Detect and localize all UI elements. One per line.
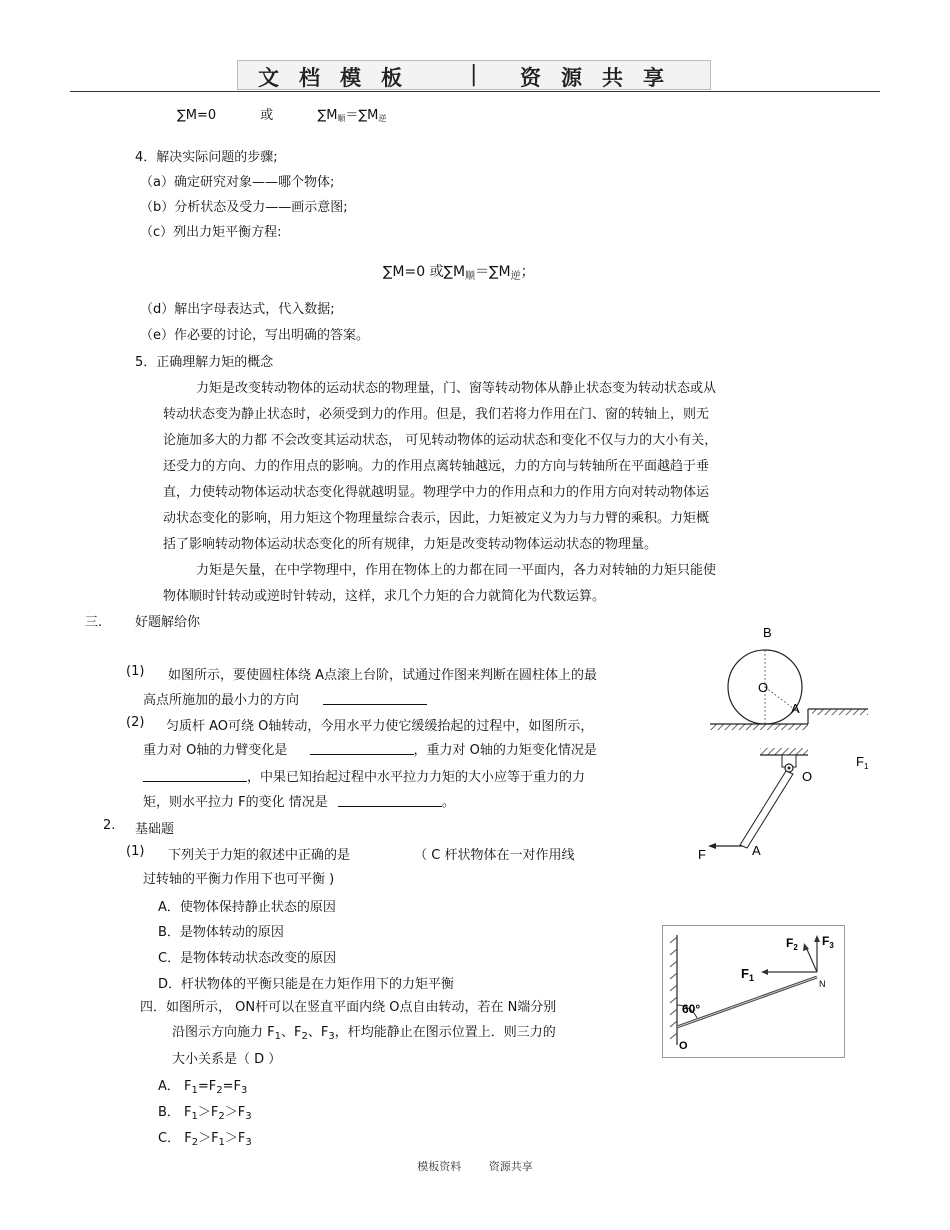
basic-q1-line2: 过转轴的平衡力作用下也可平衡 ) (143, 872, 335, 887)
header-right-title: 资源共享 (520, 65, 684, 90)
basic-option: D．杆状物体的平衡只能是在力矩作用下的力矩平衡 (158, 977, 455, 992)
q2-line3-text: ，中果已知抬起过程中水平拉力力矩的大小应等于重力的力 (247, 770, 586, 785)
q4-optA-b: =F (197, 1079, 217, 1094)
section4-step-c: （c）列出力矩平衡方程: (140, 225, 282, 240)
q1-line2 (143, 689, 427, 708)
section5-p1-line: 直，力使转动物体运动状态变化得就越明显。物理学中力的作用点和力的作用方向对转动物体运 (163, 485, 710, 500)
q1-line2-text: 高点所施加的最小力的方向 (143, 693, 300, 708)
basic-number: 2. (103, 818, 116, 833)
q2-line3 (143, 766, 585, 785)
q4-sub1: 1 (274, 1031, 281, 1042)
q2-blank-2 (143, 769, 247, 782)
section5-p1-line: 论施加多大的力都 不会改变其运动状态， 可见转动物体的运动状态和变化不仅与力的大小有关， (163, 433, 718, 448)
basic-title: 基础题 (135, 822, 175, 837)
ground-low-hatch (710, 724, 808, 730)
figure-cylinder-step (700, 620, 875, 740)
header-separator: | (470, 62, 478, 87)
q4-optC-c: ＞F (224, 1131, 246, 1146)
q2-number: (2) (126, 715, 145, 730)
figure-ON-rod (662, 925, 845, 1058)
q2-line2-a: 重力对 O轴的力臂变化是 (143, 743, 288, 758)
q4-optA-s1: 1 (191, 1085, 198, 1096)
footer-left: 模板资料 (417, 1160, 462, 1173)
section4-formula-end: ； (520, 264, 535, 280)
header-left-title: 文档模板 (258, 65, 422, 90)
q4-line3: 大小关系是（ D ） (172, 1052, 282, 1067)
section5-p1-line: 力矩是改变转动物体的运动状态的物理量，门、窗等转动物体从静止状态变为转动状态或从 (196, 381, 717, 396)
formula-top-b: ∑M (317, 108, 338, 123)
q2-line4-b: 。 (441, 795, 455, 810)
footer-right: 资源共享 (488, 1160, 533, 1173)
section4-title: 4．解决实际问题的步骤; (135, 150, 278, 165)
formula-top-a: ∑M=0 (177, 108, 217, 123)
q4-optB-s3: 3 (245, 1111, 252, 1122)
q4-line2 (172, 1021, 556, 1042)
label-F3-fig3: $F_3$ (822, 934, 834, 950)
force-F-arrowhead (708, 843, 716, 849)
label-A2: A (752, 843, 761, 858)
q4-option-a (158, 1075, 247, 1096)
q4-optC-a: C． F (158, 1131, 192, 1146)
formula-top-or: 或 (260, 108, 274, 123)
basic-q1-line1a: 下列关于力矩的叙述中正确的是 (168, 848, 351, 863)
q4-sub2: 2 (301, 1031, 308, 1042)
q4-optA-c: =F (222, 1079, 242, 1094)
figure-rod-pivot (690, 740, 880, 865)
label-F2-fig3: $F_2$ (786, 936, 798, 952)
ceiling-hatch (760, 748, 808, 755)
q4-line2a: 沿图示方向施力 F (172, 1025, 275, 1040)
basic-option: B．是物体转动的原因 (158, 925, 284, 940)
q4-sub3: 3 (328, 1031, 335, 1042)
section5-p1-line: 转动状态变为静止状态时，必须受到力的作用。但是，我们若将力作用在门、窗的转轴上，则无 (163, 407, 710, 422)
q4-optA-s3: 3 (241, 1085, 248, 1096)
q2-line2-b: ，重力对 O轴的力矩变化情况是 (413, 743, 597, 758)
section4-step-d: （d）解出字母表达式，代入数据; (140, 302, 335, 317)
formula-top (177, 104, 386, 124)
q2-line1: 匀质杆 AO可绕 O轴转动，今用水平力使它缓缓抬起的过程中，如图所示， (166, 719, 594, 734)
label-O2: O (802, 769, 813, 784)
q4-optA-s2: 2 (216, 1085, 223, 1096)
q2-line4-a: 矩，则水平拉力 F的变化 情况是 (143, 795, 328, 810)
section4-formula-sub1: 顺 (465, 271, 476, 282)
section4-formula (383, 261, 535, 282)
q2-blank-3 (338, 794, 442, 807)
q2-line2 (143, 739, 601, 758)
basic-q1-number: (1) (126, 844, 145, 859)
basic-q1-line1 (168, 844, 575, 863)
section4-step-b: （b）分析状态及受力——画示意图; (140, 200, 348, 215)
rod-AO (740, 771, 793, 848)
label-F: F (698, 847, 706, 862)
q4-optB-s1: 1 (191, 1111, 198, 1122)
label-B: B (763, 625, 772, 640)
section4-step-e: （e）作必要的讨论，写出明确的答案。 (140, 328, 369, 343)
section5-title: 5．正确理解力矩的概念 (135, 355, 274, 370)
q4-optB-s2: 2 (218, 1111, 225, 1122)
q4-optC-s2: 1 (218, 1137, 225, 1148)
label-N: N (819, 979, 826, 989)
q4-optC-s3: 3 (245, 1137, 252, 1148)
section5-p2-line: 物体顺时针转动或逆时针转动，这样，求几个力矩的合力就简化为代数运算。 (163, 589, 606, 604)
section5-p1-line: 还受力的方向、力的作用点的影响。力的作用点离转轴越远，力的方向与转轴所在平面越趋于垂 (163, 459, 710, 474)
section3-number: 三. (85, 615, 103, 630)
q2-line4 (143, 791, 455, 810)
label-F1: $F_1$ (856, 754, 869, 771)
label-O: O (758, 680, 769, 695)
q1-answer-blank (323, 692, 427, 705)
section5-p1-line: 动状态变化的影响，用力矩这个物理量综合表示，因此，力矩被定义为力与力臂的乘积。力矩概 (163, 511, 710, 526)
q1-number: (1) (126, 664, 145, 679)
ground-high-hatch (812, 709, 868, 715)
q4-optC-s1: 2 (191, 1137, 199, 1148)
formula-top-eq: ＝∑M (345, 108, 379, 123)
basic-q1-line1b: （ C 杆状物体在一对作用线 (414, 848, 575, 863)
q1-line1: 如图所示，要使圆柱体绕 A点滚上台阶，试通过作图来判断在圆柱体上的最 (168, 668, 598, 683)
section5-p1-line: 括了影响转动物体运动状态变化的所有规律，力矩是改变转动物体运动状态的物理量。 (163, 537, 658, 552)
q4-line2b: 、F (281, 1025, 302, 1040)
label-F1-fig3: $F_1$ (741, 966, 754, 983)
q4-line2c: 、F (307, 1025, 329, 1040)
q4-optC-b: ＞F (198, 1131, 219, 1146)
page-footer (0, 1158, 950, 1174)
label-angle: 60° (682, 1002, 701, 1016)
pivot-center (788, 767, 791, 770)
q4-option-b (158, 1101, 252, 1122)
section4-formula-sub2: 逆 (510, 271, 521, 282)
q4-line2d: ，杆均能静止在图示位置上．则三力的 (334, 1025, 556, 1040)
section4-formula-a: ∑M=0 或∑M (383, 264, 466, 280)
formula-top-sub1: 顺 (337, 114, 346, 123)
q4-optA-a: A． F (158, 1079, 192, 1094)
q4-line1: 四．如图所示， ON杆可以在竖直平面内绕 O点自由转动，若在 N端分别 (140, 1000, 557, 1015)
section3-title: 好题解给你 (135, 615, 201, 630)
q4-optB-b: ＞F (197, 1105, 219, 1120)
section4-step-a: （a）确定研究对象——哪个物体; (140, 175, 335, 190)
section5-p2-line: 力矩是矢量，在中学物理中，作用在物体上的力都在同一平面内，各力对转轴的力矩只能使 (196, 563, 717, 578)
basic-option: A．使物体保持静止状态的原因 (158, 900, 336, 915)
formula-top-sub2: 逆 (378, 114, 387, 123)
q4-option-c (158, 1127, 252, 1148)
q4-optB-c: ＞F (224, 1105, 246, 1120)
label-A: A (791, 701, 800, 716)
header-rule (70, 91, 880, 92)
q4-optB-a: B． F (158, 1105, 192, 1120)
q2-blank-1 (310, 742, 414, 755)
section4-formula-eq: ＝∑M (475, 264, 511, 280)
basic-option: C．是物体转动状态改变的原因 (158, 951, 337, 966)
label-O3: O (679, 1040, 688, 1052)
